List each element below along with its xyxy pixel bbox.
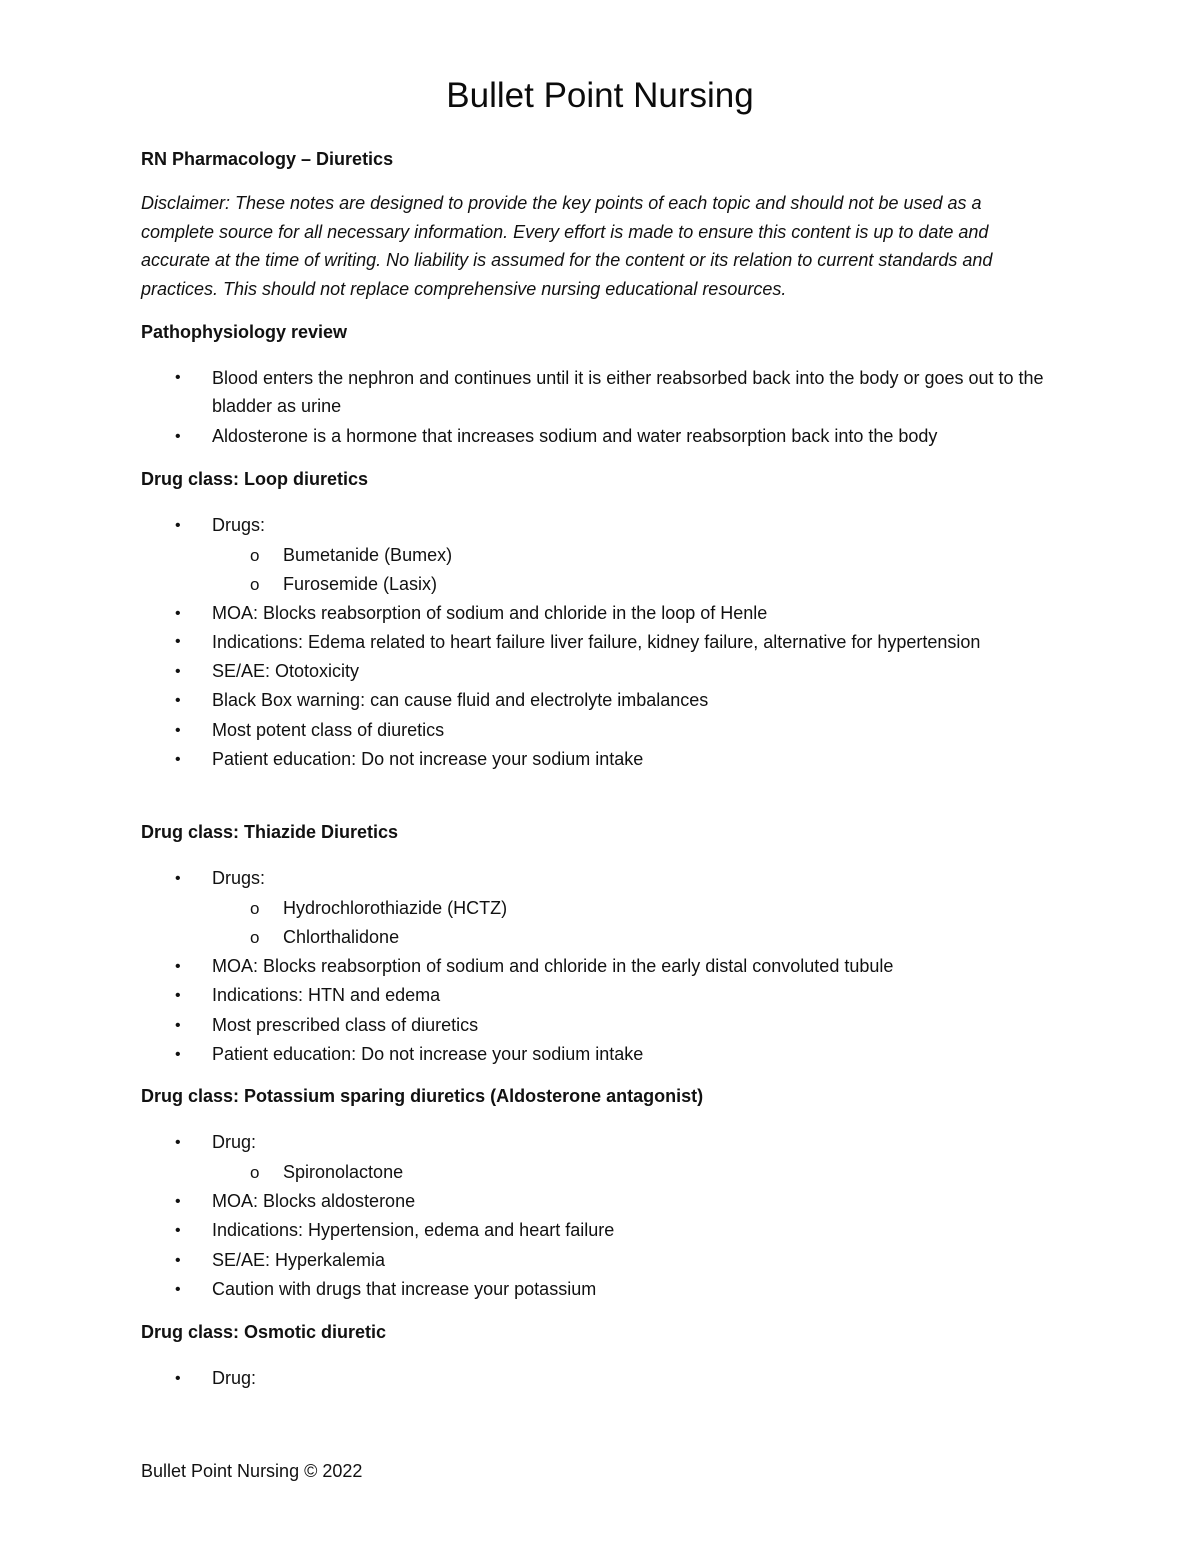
bullet-list xyxy=(141,364,1056,452)
list-item-text: Aldosterone is a hormone that increases sodium and water reabsorption back into the body xyxy=(212,426,938,446)
list-item xyxy=(141,422,1056,452)
circle-bullet-icon: o xyxy=(250,545,260,565)
drug-name: Chlorthalidone xyxy=(283,926,400,947)
list-item xyxy=(141,628,1056,657)
bullet-icon: • xyxy=(175,870,181,887)
sub-list-item xyxy=(212,894,1056,923)
list-item-text: SE/AE: Hyperkalemia xyxy=(212,1249,386,1270)
list-item xyxy=(141,1128,1056,1158)
section-heading: Drug class: Potassium sparing diuretics (Aldosterone antagonist) xyxy=(141,1086,704,1106)
bullet-list xyxy=(141,1128,1056,1158)
list-item xyxy=(141,686,1056,716)
bullet-icon: • xyxy=(175,1370,181,1387)
list-item xyxy=(141,364,1056,420)
document-title: Bullet Point Nursing xyxy=(446,76,754,115)
drug-name: Spironolactone xyxy=(283,1161,404,1182)
list-item-text: MOA: Blocks reabsorption of sodium and chloride in the early distal convoluted tubule xyxy=(212,955,894,976)
section-heading: Drug class: Osmotic diuretic xyxy=(141,1322,387,1342)
sub-list-item xyxy=(212,541,1056,570)
bullet-icon: • xyxy=(175,987,181,1005)
list-item-text: Patient education: Do not increase your sodium intake xyxy=(212,749,644,770)
list-item-text: Caution with drugs that increase your potassium xyxy=(212,1279,597,1300)
drug-sublist xyxy=(212,894,1056,952)
page-footer: Bullet Point Nursing © 2022 xyxy=(141,1461,363,1481)
bullet-list xyxy=(141,952,1056,1070)
list-item-text: Indications: Hypertension, edema and heart failure xyxy=(212,1220,615,1241)
list-item xyxy=(141,657,1056,687)
list-item-text: MOA: Blocks aldosterone xyxy=(212,1190,416,1211)
list-item-text: Indications: HTN and edema xyxy=(212,985,441,1006)
list-item-text: Drug: xyxy=(212,1368,257,1388)
bullet-icon: • xyxy=(175,604,181,622)
list-item xyxy=(141,1246,1056,1276)
bullet-icon: • xyxy=(175,662,181,680)
list-item-text: Most prescribed class of diuretics xyxy=(212,1014,479,1035)
sub-list-item xyxy=(212,1158,1056,1187)
sub-list-item xyxy=(212,923,1056,952)
list-item xyxy=(141,952,1056,982)
drug-name: Furosemide (Lasix) xyxy=(283,573,438,594)
document-subtitle: RN Pharmacology – Diuretics xyxy=(141,149,394,169)
bullet-icon: • xyxy=(175,1222,181,1240)
bullet-icon: • xyxy=(175,1046,181,1064)
list-item xyxy=(141,716,1056,746)
list-item xyxy=(141,864,1056,894)
bullet-icon: • xyxy=(175,1134,181,1151)
list-item xyxy=(141,981,1056,1011)
bullet-list xyxy=(141,1364,1056,1394)
circle-bullet-icon: o xyxy=(250,927,260,947)
list-item xyxy=(141,511,1056,541)
section-potassium-sparing-diuretics xyxy=(141,1083,1056,1305)
bullet-icon: • xyxy=(175,428,181,445)
list-item-text: Black Box warning: can cause fluid and electrolyte imbalances xyxy=(212,690,709,711)
bullet-icon: • xyxy=(175,957,181,975)
drug-name: Bumetanide (Bumex) xyxy=(283,544,453,565)
list-item-text: Drugs: xyxy=(212,868,266,888)
bullet-list xyxy=(141,864,1056,894)
bullet-icon: • xyxy=(175,633,181,651)
list-item xyxy=(141,1364,1056,1394)
list-item xyxy=(141,1040,1056,1070)
bullet-icon: • xyxy=(175,1192,181,1210)
bullet-icon: • xyxy=(175,1251,181,1269)
bullet-icon: • xyxy=(175,1016,181,1034)
list-item-text: Patient education: Do not increase your sodium intake xyxy=(212,1044,644,1065)
disclaimer-text: Disclaimer: These notes are designed to provide the key points of each topic and should not be used as a complete source for all necessary information. Every effort is made to ensure this content is up to date and accurate at the time of writing. No liability is assumed for the content or its relation to current standards and practices. This should not replace comprehensive nursing educational resources. xyxy=(141,193,993,299)
bullet-icon: • xyxy=(175,721,181,739)
circle-bullet-icon: o xyxy=(250,574,260,594)
list-item-text: Drug: xyxy=(212,1132,257,1152)
list-item-text: Indications: Edema related to heart failure liver failure, kidney failure, alternative for hypertension xyxy=(212,632,981,653)
list-item xyxy=(141,1011,1056,1041)
list-item-text: Most potent class of diuretics xyxy=(212,719,445,740)
bullet-list xyxy=(141,599,1056,775)
list-item xyxy=(141,745,1056,775)
bullet-icon: • xyxy=(175,692,181,710)
list-item-text: Blood enters the nephron and continues until it is either reabsorbed back into the body or goes out to the bladder as urine xyxy=(212,368,1044,416)
list-item xyxy=(141,1216,1056,1246)
section-loop-diuretics xyxy=(141,466,1056,775)
list-item-text: SE/AE: Ototoxicity xyxy=(212,660,360,681)
section-thiazide-diuretics xyxy=(141,819,1056,1070)
circle-bullet-icon: o xyxy=(250,1162,260,1182)
section-heading: Drug class: Thiazide Diuretics xyxy=(141,822,399,842)
bullet-icon: • xyxy=(175,1281,181,1299)
drug-sublist xyxy=(212,541,1056,599)
list-item-text: MOA: Blocks reabsorption of sodium and chloride in the loop of Henle xyxy=(212,602,768,623)
drug-name: Hydrochlorothiazide (HCTZ) xyxy=(283,897,508,918)
section-heading: Drug class: Loop diuretics xyxy=(141,469,369,489)
bullet-icon: • xyxy=(175,751,181,769)
bullet-list xyxy=(141,1187,1056,1305)
bullet-list xyxy=(141,511,1056,541)
bullet-icon: • xyxy=(175,517,181,534)
sub-list-item xyxy=(212,570,1056,599)
list-item xyxy=(141,1187,1056,1217)
section-heading: Pathophysiology review xyxy=(141,322,348,342)
list-item-text: Drugs: xyxy=(212,515,266,535)
bullet-icon: • xyxy=(175,369,181,386)
list-item xyxy=(141,1275,1056,1305)
drug-sublist xyxy=(212,1158,1056,1187)
section-osmotic-diuretic xyxy=(141,1319,1056,1394)
list-item xyxy=(141,599,1056,629)
circle-bullet-icon: o xyxy=(250,898,260,918)
section-pathophysiology xyxy=(141,319,1056,452)
